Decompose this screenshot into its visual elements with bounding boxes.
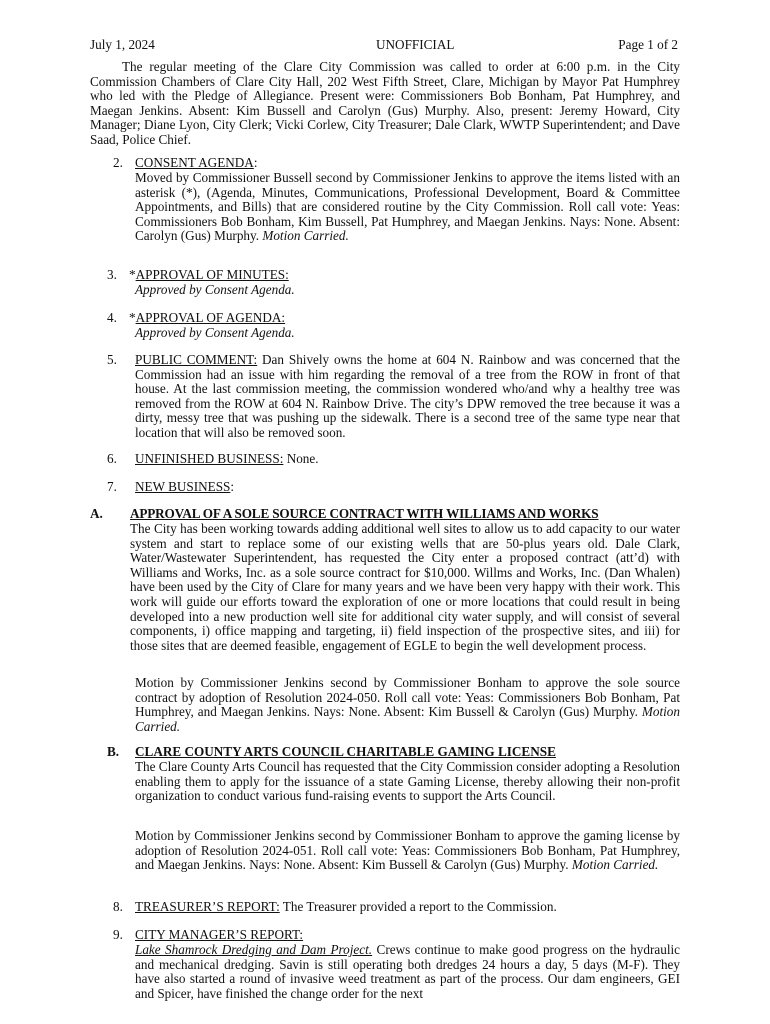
item-a-result: Motion Carried. [135, 704, 680, 734]
item-3-heading [129, 268, 289, 283]
item-4-body: Approved by Consent Agenda. [135, 325, 295, 340]
item-a-title: APPROVAL OF A SOLE SOURCE CONTRACT WITH WILLIAMS AND WORKS [130, 506, 599, 521]
item-9-body [135, 943, 680, 1001]
status-label: UNOFFICIAL [376, 37, 455, 52]
item-2-text: Moved by Commissioner Bussell second by Commissioner Jenkins to approve the items listed with an asterisk (*), (Agenda, Minutes, Communications, Professional Development, Board & Committee Appointments, and Bills) that are considered routine by the City Commission. Roll call vote: Yeas: Commissioners Bob Bonham, Kim Bussell, Pat Humphrey, and Maegan Jenkins. Nays: None. Absent: Carolyn (Gus) Murphy. [135, 170, 680, 244]
item-3-number: 3. [107, 267, 117, 282]
item-9-heading [135, 928, 303, 943]
item-9-number: 9. [113, 927, 123, 942]
item-5-number: 5. [107, 352, 117, 367]
item-9-subtitle: Lake Shamrock Dredging and Dam Project. [135, 942, 373, 957]
item-4-number: 4. [107, 310, 117, 325]
item-2-result: Motion Carried. [262, 228, 349, 244]
item-7-heading [135, 480, 234, 495]
item-b-motion-text: Motion by Commissioner Jenkins second by Commissioner Bonham to approve the gaming license by adoption of Resolution 2024-051. Roll call vote: Yeas: Commissioners Bob Bonham, Pat Humphrey, and Maegan Jenkins. Nays: None. Absent: Kim Bussell & Carolyn (Gus) Murphy. [135, 828, 680, 873]
item-6-text: None. [286, 451, 319, 466]
item-7-title: NEW BUSINESS [135, 479, 231, 494]
item-6-heading [135, 452, 319, 467]
item-8-title: TREASURER’S REPORT: [135, 899, 280, 914]
meeting-date: July 1, 2024 [90, 37, 155, 52]
item-2-body [135, 171, 680, 244]
item-7-number: 7. [107, 479, 117, 494]
item-6-number: 6. [107, 451, 117, 466]
item-8-text: The Treasurer provided a report to the Commission. [282, 899, 557, 914]
item-8-number: 8. [113, 899, 123, 914]
item-a-body: The City has been working towards adding additional well sites to allow us to add capacity to our water system and start to replace some of our existing wells that are 50-plus years old. Dale Clark, Water/Wastewater Superintendent, has requested the City enter a proposed contract (att’d) with Williams and Works, Inc. as a sole source contract for $10,000. Willms and Works, Inc. (Dan Whalen) have been used by the City of Clare for many years and we have been very happy with their work. This work will guide our efforts toward the exploration of one or more locations that could result in being developed into a new production well site for additional city water supply, and will consist of several components, i) office mapping and targeting, ii) field inspection of the prospective sites, and iii) for those sites that are deemed feasible, engagement of EGLE to begin the well development process. [130, 521, 680, 653]
item-4-title: APPROVAL OF AGENDA: [135, 310, 286, 325]
item-b-title: CLARE COUNTY ARTS COUNCIL CHARITABLE GAMING LICENSE [135, 744, 556, 759]
item-2-title: CONSENT AGENDA [135, 155, 254, 170]
item-b-body: The Clare County Arts Council has requested that the City Commission consider adopting a Resolution enabling them to apply for the issuance of a state Gaming License, thereby allowing their non-profit organization to conduct various fund-raising events to support the Arts Council. [135, 759, 681, 804]
item-3-title: APPROVAL OF MINUTES: [135, 267, 289, 282]
item-3-asterisk: * [129, 267, 136, 282]
item-4-asterisk: * [129, 310, 136, 325]
item-8-heading [135, 900, 557, 915]
item-5-body [135, 353, 680, 441]
item-a-letter: A. [90, 506, 103, 521]
intro-paragraph: The regular meeting of the Clare City Commission was called to order at 6:00 p.m. in the City Commission Chambers of Clare City Hall, 202 West Fifth Street, Clare, Michigan by Mayor Pat Humphrey who led with the Pledge of Allegiance. Present were: Commissioners Bob Bonham, Pat Humphrey, and Maegan Jenkins. Absent: Kim Bussell and Carolyn (Gus) Murphy. Also, present: Jeremy Howard, City Manager; Diane Lyon, City Clerk; Vicki Corlew, City Treasurer; Dale Clark, WWTP Superintendent; and Dave Saad, Police Chief. [90, 59, 680, 147]
item-b-result: Motion Carried. [571, 857, 659, 873]
item-2-heading [135, 156, 258, 171]
item-9-title: CITY MANAGER’S REPORT: [135, 927, 304, 942]
item-5-text: Dan Shively owns the home at 604 N. Rainbow and was concerned that the Commission had an issue with him regarding the removal of a tree from the ROW in front of that house. At the last commission meeting, the commission wondered who/and why a healthy tree was removed from the ROW at 604 N. Rainbow Drive. The city’s DPW removed the tree because it was a dirty, messy tree that was pushing up the sidewalk. There is a second tree of the same type near that location that will also be removed soon. [135, 352, 681, 440]
page-number: Page 1 of 2 [618, 37, 678, 52]
item-a-motion-text: Motion by Commissioner Jenkins second by Commissioner Bonham to approve the sole source contract by adoption of Resolution 2024-050. Roll call vote: Yeas: Commissioners Bob Bonham, Pat Humphrey, and Maegan Jenkins. Nays: None. Absent: Kim Bussell & Carolyn (Gus) Murphy. [135, 675, 680, 720]
item-a-motion [135, 676, 680, 734]
page-header [90, 37, 678, 53]
item-4-heading [129, 311, 285, 326]
item-b-letter: B. [107, 744, 120, 759]
item-2-colon: : [253, 155, 258, 170]
item-b-motion [135, 829, 680, 873]
item-9-text: Crews continue to make good progress on the hydraulic and mechanical dredging. Savin is still operating both dredges 24 hours a day, 5 days (M-F). They have also started a round of invasive weed treatment as part of the process. Our dam engineers, GEI and Spicer, have finished the change order for the next [135, 942, 681, 1001]
item-6-title: UNFINISHED BUSINESS: [135, 451, 284, 466]
item-5-title: PUBLIC COMMENT: [135, 352, 258, 367]
item-2-number: 2. [113, 155, 123, 170]
item-7-colon: : [230, 479, 235, 494]
item-3-body: Approved by Consent Agenda. [135, 282, 295, 297]
